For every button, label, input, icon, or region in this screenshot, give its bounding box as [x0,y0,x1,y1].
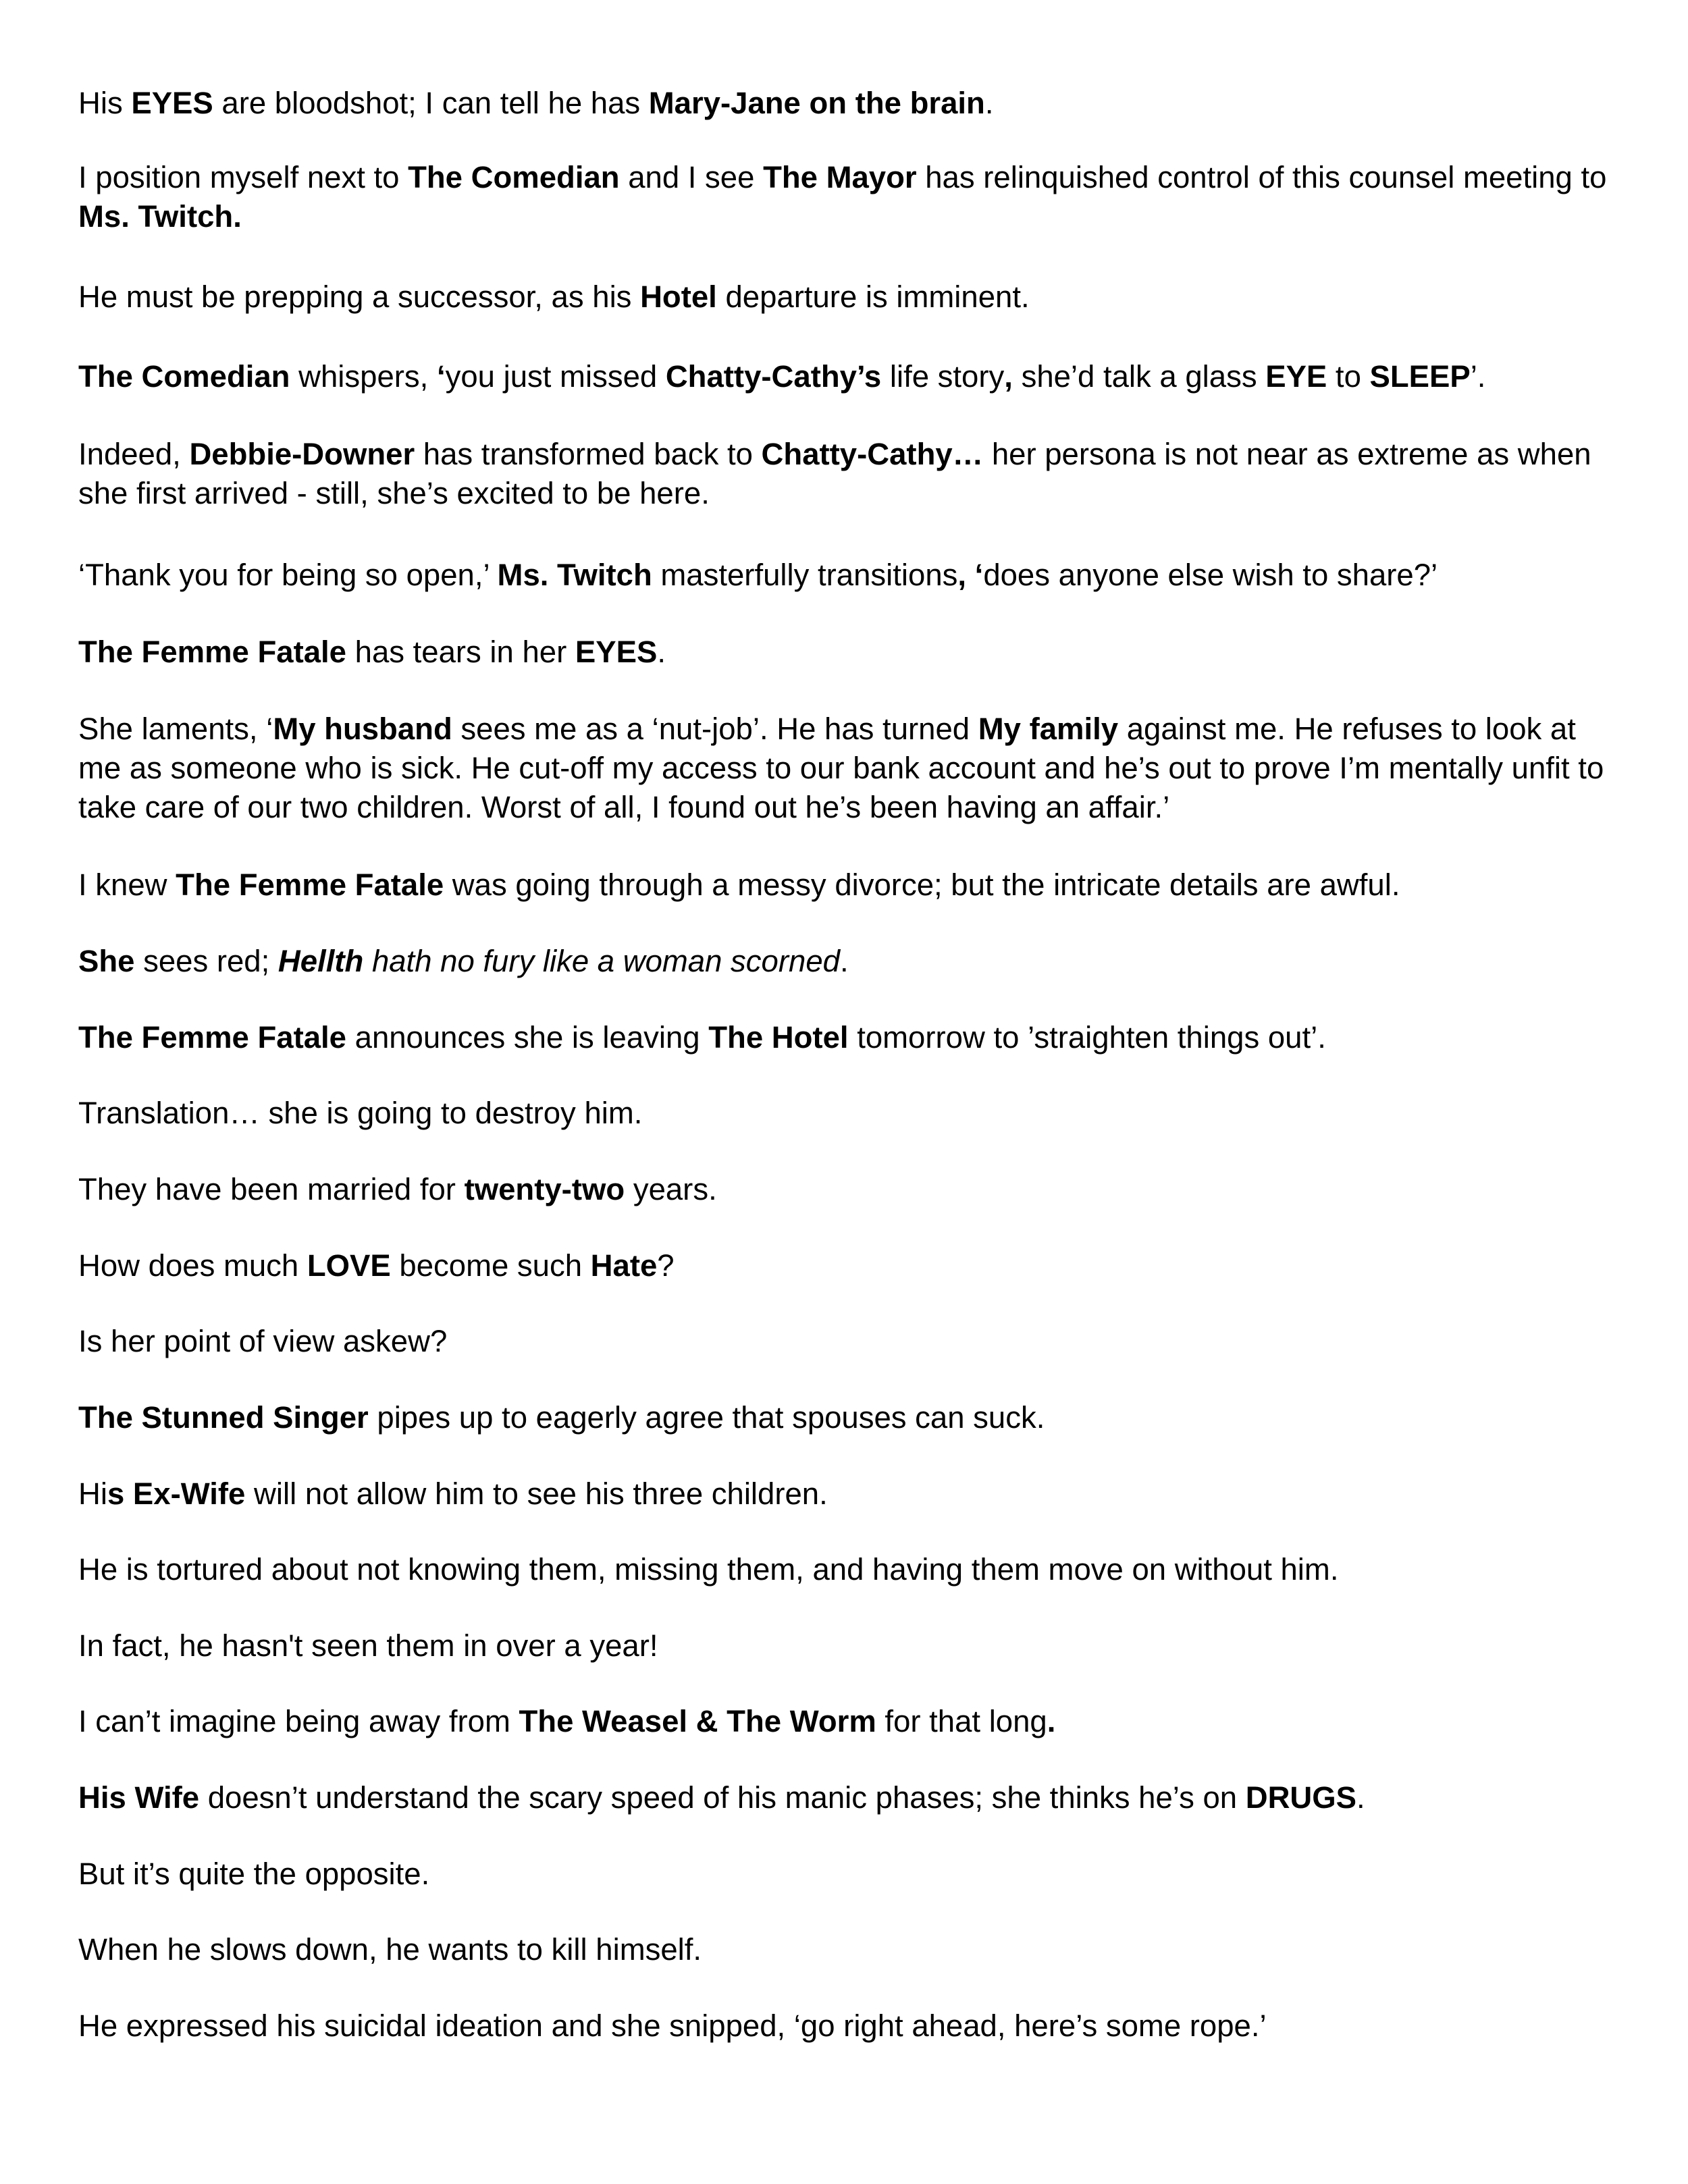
text-run: . [839,944,849,978]
paragraph [78,158,1625,236]
paragraph [78,435,1625,513]
text-run: her persona is not near as extreme as when she first arrived - still, she’s excited to be here. [78,437,1591,510]
bold-text-run: . [1047,1704,1056,1738]
paragraph [78,1778,1625,1817]
bold-text-run: ‘ [436,359,446,394]
bold-text-run: The Femme Fatale [176,868,444,902]
text-run: Is her point of view askew? [78,1324,448,1358]
paragraph [78,1246,1625,1285]
paragraph [78,556,1625,595]
text-run: . [1356,1780,1365,1815]
paragraph [78,2006,1625,2046]
text-run: she’d talk a glass [1012,359,1266,394]
text-run: was going through a messy divorce; but the intricate details are awful. [444,868,1400,902]
text-run: does anyone else wish to share?’ [983,558,1438,592]
bold-text-run: Hotel [640,279,717,314]
text-run: against me. He refuses to look at me as someone who is sick. He cut-off my access to our bank account and he’s out to prove I’m mentally unfit to take care of our two children. Worst of all, I found out he’s been having an affair.’ [78,712,1604,824]
bold-text-run: The Stunned Singer [78,1400,369,1435]
text-run: I knew [78,868,176,902]
text-run: are bloodshot; I can tell he has [213,86,649,120]
bold-text-run: His Wife [78,1780,200,1815]
text-run: ’. [1470,359,1486,394]
bold-text-run: Ms. Twitch. [78,199,242,234]
text-run: She laments, ‘ [78,712,273,746]
bold-text-run: , ‘ [957,558,984,592]
paragraph [78,277,1625,317]
text-run: you just missed [445,359,666,394]
bold-text-run: SLEEP [1369,359,1471,394]
text-run: They have been married for [78,1172,465,1206]
paragraph [78,1930,1625,1969]
text-run: for that long [876,1704,1047,1738]
bold-text-run: The Weasel & The Worm [519,1704,876,1738]
text-run: He expressed his suicidal ideation and she snipped, ‘go right ahead, here’s some rope.’ [78,2008,1267,2043]
text-run: tomorrow to ’straighten things out’. [848,1020,1326,1055]
text-run: Indeed, [78,437,190,471]
text-run: pipes up to eagerly agree that spouses can suck. [368,1400,1045,1435]
paragraph [78,1170,1625,1209]
bold-text-run: The Femme Fatale [78,1020,346,1055]
bold-text-run: Mary-Jane on the brain [648,86,985,120]
paragraph [78,1626,1625,1666]
bold-text-run: The Comedian [408,160,620,194]
text-run: and I see [619,160,764,194]
text-run: He is tortured about not knowing them, missing them, and having them move on without him. [78,1552,1339,1587]
bold-text-run: twenty-two [464,1172,625,1206]
paragraph [78,1702,1625,1741]
bold-text-run: Hate [590,1248,658,1283]
text-run: Hi [78,1476,107,1511]
paragraph [78,1322,1625,1361]
paragraph [78,357,1625,396]
bold-text-run: The Mayor [763,160,917,194]
text-run: He must be prepping a successor, as his [78,279,641,314]
bold-text-run: Chatty-Cathy… [761,437,984,471]
bold-text-run: Hellth [278,944,364,978]
text-run: become such [390,1248,591,1283]
bold-text-run: EYE [1265,359,1327,394]
paragraph [78,1550,1625,1589]
text-run: Translation… she is going to destroy him. [78,1096,643,1130]
bold-text-run: s Ex-Wife [107,1476,246,1511]
paragraph [78,1474,1625,1514]
text-run: years. [625,1172,717,1206]
text-run: I can’t imagine being away from [78,1704,519,1738]
bold-text-run: Debbie-Downer [189,437,415,471]
text-run: sees me as a ‘nut-job’. He has turned [452,712,978,746]
text-run: sees red; [134,944,278,978]
paragraph [78,1855,1625,1894]
text-run: . [657,635,666,669]
paragraph [78,1398,1625,1437]
bold-text-run: , [1004,359,1013,394]
text-run: announces she is leaving [346,1020,709,1055]
text-run: masterfully transitions [652,558,958,592]
bold-text-run: My husband [273,712,452,746]
text-run: When he slows down, he wants to kill himself. [78,1932,702,1967]
bold-text-run: EYES [131,86,213,120]
paragraph [78,865,1625,905]
text-run: In fact, he hasn't seen them in over a year! [78,1628,658,1663]
paragraph [78,942,1625,981]
italic-text-run: hath no fury like a woman scorned [363,944,840,978]
paragraph [78,84,1625,123]
text-run: life story [881,359,1005,394]
bold-text-run: The Femme Fatale [78,635,346,669]
text-run: How does much [78,1248,307,1283]
text-run: has tears in her [346,635,575,669]
text-run: to [1327,359,1370,394]
paragraph [78,633,1625,672]
bold-text-run: The Hotel [708,1020,849,1055]
text-run: has transformed back to [415,437,762,471]
text-run: But it’s quite the opposite. [78,1857,430,1891]
text-run: His [78,86,132,120]
paragraph [78,1094,1625,1133]
text-run: whispers, [290,359,437,394]
bold-text-run: She [78,944,135,978]
bold-text-run: The Comedian [78,359,290,394]
bold-text-run: My family [978,712,1119,746]
text-run: I position myself next to [78,160,408,194]
bold-text-run: Chatty-Cathy’s [665,359,882,394]
bold-text-run: EYES [575,635,658,669]
bold-text-run: DRUGS [1245,1780,1357,1815]
text-run: ? [657,1248,675,1283]
bold-text-run: Ms. Twitch [497,558,652,592]
paragraph [78,1018,1625,1057]
text-run: departure is imminent. [716,279,1030,314]
text-run: doesn’t understand the scary speed of his manic phases; she thinks he’s on [199,1780,1246,1815]
text-run: has relinquished control of this counsel meeting to [916,160,1607,194]
paragraph [78,710,1625,827]
text-run: ‘Thank you for being so open,’ [78,558,498,592]
text-run: will not allow him to see his three children. [245,1476,828,1511]
bold-text-run: LOVE [307,1248,391,1283]
text-run: . [984,86,994,120]
